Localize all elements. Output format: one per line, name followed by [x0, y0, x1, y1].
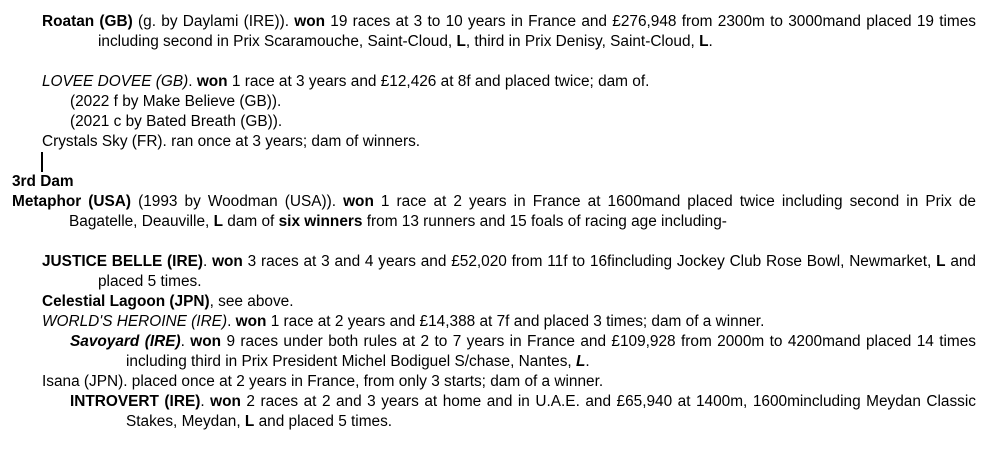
horse-name: WORLD'S HEROINE (IRE)	[42, 313, 228, 330]
race-record: and placed 5 times.	[98, 253, 976, 290]
six-winners-label: six winners	[278, 213, 363, 230]
listed-mark: L	[699, 33, 709, 50]
pedigree-connector-line	[41, 152, 43, 172]
won-label: won	[210, 393, 241, 410]
race-record: , see above.	[209, 293, 294, 310]
horse-name: Metaphor (USA)	[12, 193, 132, 210]
third-dam-heading	[12, 172, 74, 192]
entry-savoyard	[70, 332, 976, 372]
race-record: 19 races at 3 to 10 years in France and £276,948 from 2300m to 3000mand placed 19 times including second in Prix Scaramouche, Saint-Cloud,	[98, 13, 976, 50]
race-record: , third in Prix Denisy, Saint-Cloud,	[465, 33, 700, 50]
race-record: 9 races under both rules at 2 to 7 years in France and £109,928 from 2000m to 4200mand placed 14 times including third in Prix President Michel Bodiguel S/chase, Nantes,	[126, 333, 977, 370]
sire-text: (1993 by Woodman (USA)).	[131, 193, 344, 210]
race-record: .	[708, 33, 713, 50]
entry-introvert	[70, 392, 976, 432]
entry-isana: Isana (JPN). placed once at 2 years in France, from only 3 starts; dam of a winner.	[42, 373, 604, 390]
separator: .	[202, 253, 213, 270]
horse-name: Savoyard (IRE)	[70, 333, 181, 350]
horse-name: LOVEE DOVEE (GB)	[42, 73, 189, 90]
race-record: .	[585, 353, 590, 370]
won-label: won	[196, 73, 228, 90]
listed-mark: L	[456, 33, 466, 50]
race-record: and placed 5 times.	[254, 413, 393, 430]
listed-mark: L	[936, 253, 946, 270]
race-record: 1 race at 3 years and £12,426 at 8f and placed twice; dam of.	[227, 73, 650, 90]
foal-2022: (2022 f by Make Believe (GB)).	[70, 93, 282, 110]
entry-roatan	[42, 12, 976, 52]
separator: .	[188, 73, 197, 90]
race-record: dam of	[223, 213, 279, 230]
sire-text: (g. by Daylami (IRE)).	[132, 13, 295, 30]
listed-mark: L	[244, 413, 255, 430]
foal-2021: (2021 c by Bated Breath (GB)).	[70, 113, 283, 130]
horse-name: Celestial Lagoon (JPN)	[42, 293, 210, 310]
race-record: from 13 runners and 15 foals of racing age including-	[362, 213, 727, 230]
entry-justice-belle	[42, 252, 976, 292]
won-label: won	[343, 193, 374, 210]
separator: .	[200, 393, 211, 410]
race-record: 3 races at 3 and 4 years and £52,020 from 11f to 16fincluding Jockey Club Rose Bowl, Newmarket,	[242, 253, 937, 270]
separator: .	[180, 333, 191, 350]
won-label: won	[212, 253, 243, 270]
horse-name: JUSTICE BELLE (IRE)	[42, 253, 203, 270]
entry-metaphor	[12, 192, 976, 232]
horse-name: Roatan (GB)	[42, 13, 133, 30]
won-label: won	[235, 313, 267, 330]
heading-text: 3rd Dam	[12, 173, 74, 190]
race-record: 1 race at 2 years and £14,388 at 7f and placed 3 times; dam of a winner.	[266, 313, 765, 330]
separator: .	[227, 313, 236, 330]
won-label: won	[294, 13, 326, 30]
race-record: 2 races at 2 and 3 years at home and in U.A.E. and £65,940 at 1400m, 1600mincluding Meydan Classic Stakes, Meydan,	[126, 393, 976, 430]
entry-celestial-lagoon	[42, 292, 293, 312]
listed-mark: L	[213, 213, 223, 230]
listed-mark: L	[575, 353, 586, 370]
entry-lovee-dovee	[42, 72, 649, 92]
entry-worlds-heroine	[42, 312, 764, 332]
race-record: 1 race at 2 years in France at 1600mand placed twice including second in Prix de Bagatelle, Deauville,	[69, 193, 976, 230]
entry-crystals-sky: Crystals Sky (FR). ran once at 3 years; dam of winners.	[42, 133, 421, 150]
won-label: won	[190, 333, 222, 350]
horse-name: INTROVERT (IRE)	[70, 393, 201, 410]
